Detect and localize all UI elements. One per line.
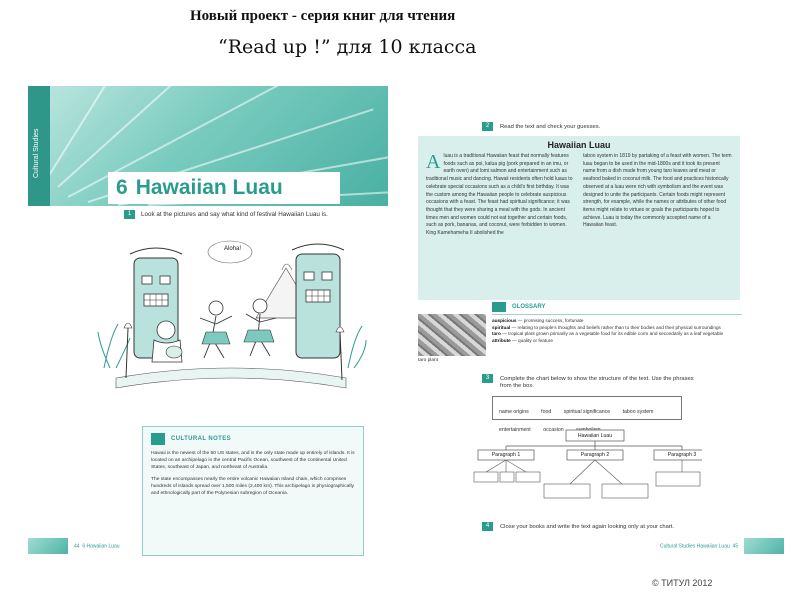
task-text: Look at the pictures and say what kind of festival Hawaiian Luau is. — [141, 211, 328, 219]
reading-column-2 — [583, 153, 732, 238]
glossary-entry: spiritual — relating to people's thoughts and beliefs rather than to their bodies and their physical surroundings — [492, 324, 721, 330]
chart-blank-box — [474, 472, 498, 482]
task-2 — [482, 122, 600, 131]
taro-plant-photo — [418, 314, 486, 356]
unit-title: Hawaiian Luau — [135, 176, 283, 199]
phrase: occasion — [543, 427, 564, 433]
chart-blank-box — [544, 484, 590, 498]
cultural-notes-paragraph: The state encompasses nearly the entire volcanic Hawaiian Island chain, which comprises hundreds of islands spread over 1,500 miles (2,400 km). This archipelago is physiographically and ethnologically part of the Polynesian subregion of Oceania. — [151, 477, 354, 496]
drop-cap: A — [426, 151, 441, 173]
task-number: 2 — [482, 122, 493, 131]
luau-illustration — [96, 228, 368, 400]
right-page-number: 45 — [732, 543, 739, 550]
reading-title: Hawaiian Luau — [547, 140, 611, 150]
task-text: Read the text and check your guesses. — [500, 124, 601, 131]
leaf-vein — [47, 86, 155, 178]
task-3-continued: from the box. — [500, 383, 534, 389]
phrase: name origins — [499, 409, 529, 415]
right-page-footer — [660, 538, 784, 554]
chart-blank-box — [602, 484, 648, 498]
glossary-book-icon — [492, 302, 506, 312]
glossary-title: GLOSSARY — [512, 304, 546, 310]
task-1 — [124, 210, 328, 219]
task-number: 3 — [482, 374, 493, 383]
chart-paragraph-label: Paragraph 2 — [580, 452, 610, 458]
phrase: spiritual significance — [563, 409, 611, 415]
left-footer-text: 6 Hawaiian Luau — [82, 543, 120, 550]
task-number: 1 — [124, 210, 135, 219]
unit-heading — [108, 172, 340, 204]
cultural-notes-paragraph: Hawaii is the newest of the 50 US states, and is the only state made up entirely of islands. It is located on an archipelago in the central Pacific Ocean, southwest of the continental United States, southeast of Japan, and northeast of Australia. — [151, 451, 355, 470]
task-3 — [482, 374, 694, 383]
speech-bubble-text: Aloha! — [224, 246, 242, 252]
right-page — [412, 112, 748, 552]
photo-caption: taro plant — [418, 358, 439, 363]
chart-paragraph-label: Paragraph 3 — [667, 452, 697, 458]
phrase: entertainment — [499, 427, 531, 433]
page-corner-swatch — [28, 538, 68, 554]
chart-root-label: Hawaiian Luau — [577, 433, 613, 439]
unit-number: 6 — [116, 176, 128, 199]
glossary-entry: attribute — quality or feature — [492, 337, 553, 343]
task-4 — [482, 522, 674, 531]
task-text: Close your books and write the text again looking only at your chart. — [500, 524, 675, 531]
phrase: taboo system — [622, 409, 654, 415]
left-page-number: 44 — [74, 543, 80, 550]
slide-title: Новый проект - серия книг для чтения — [190, 8, 456, 24]
reading-paragraph: luau is a traditional Hawaiian feast that normally features foods such as poi, kalua pig (pork prepared in an imu, or earth oven) and lomi salmon and entertainment such as traditional music and dancing. Hawaii residents often hold luaus to celebrate special occasions such as a child's first birthday. It was the custom among the Hawaiian people to celebrate auspicious occasions with a feast. The feast had spiritual significance; it was thought that they were sharing a meal with the gods. In ancient times men and women could not eat together and certain foods, such as pork, bananas, and coconut, were forbidden to women. King Kamehameha II abolished the — [426, 153, 573, 237]
copyright-notice: © ТИТУЛ 2012 — [652, 578, 713, 588]
chart-paragraph-label: Paragraph 1 — [491, 452, 521, 458]
slide-subtitle: “Read up !” для 10 класса — [218, 36, 477, 58]
glossary-box — [492, 302, 742, 370]
phrase: food — [541, 409, 552, 415]
structure-chart — [472, 428, 702, 518]
cultural-notes-title: CULTURAL NOTES — [171, 436, 232, 442]
cultural-notes-box — [142, 426, 364, 556]
chart-blank-box — [500, 472, 514, 482]
phrase-box — [492, 396, 682, 433]
reading-text-panel — [418, 136, 740, 300]
page-corner-swatch — [744, 538, 784, 554]
section-side-tab — [28, 86, 50, 206]
notes-book-icon — [151, 433, 165, 445]
glossary-entry: auspicious — promising success, fortunate — [492, 318, 584, 323]
task-text: Complete the chart below to show the structure of the text. Use the phrases — [500, 376, 694, 383]
reading-paragraph: taboo system in 1819 by partaking of a feast with women. The term luau began to be used in the mid-1800s and it took its present name from a dish made from young taro leaves and meat or seafood baked in coconut milk. The food and practices historically observed at a luau were rich with symbolism and the event was designed to unite the participants. Certain foods might represent strength, for example, while the names or attributes of other food items might relate to virtues or goals the participants hoped to achieve. Luau is today the commonly accepted name of a Hawaiian feast. — [583, 153, 732, 229]
glossary-entry: taro — tropical plant grown primarily as a vegetable food for its edible corm and secondarily as a leaf vegetable — [492, 331, 724, 337]
right-footer-text: Cultural Studies Hawaiian Luau — [660, 543, 730, 550]
task-number: 4 — [482, 522, 493, 531]
reading-column-1 — [426, 153, 575, 238]
chart-blank-box — [516, 472, 540, 482]
left-page-footer — [28, 538, 120, 554]
palm-leaf-banner — [28, 86, 388, 206]
left-page — [28, 86, 388, 548]
side-tab-label: Cultural Studies — [33, 128, 40, 178]
chart-blank-box — [656, 472, 700, 486]
